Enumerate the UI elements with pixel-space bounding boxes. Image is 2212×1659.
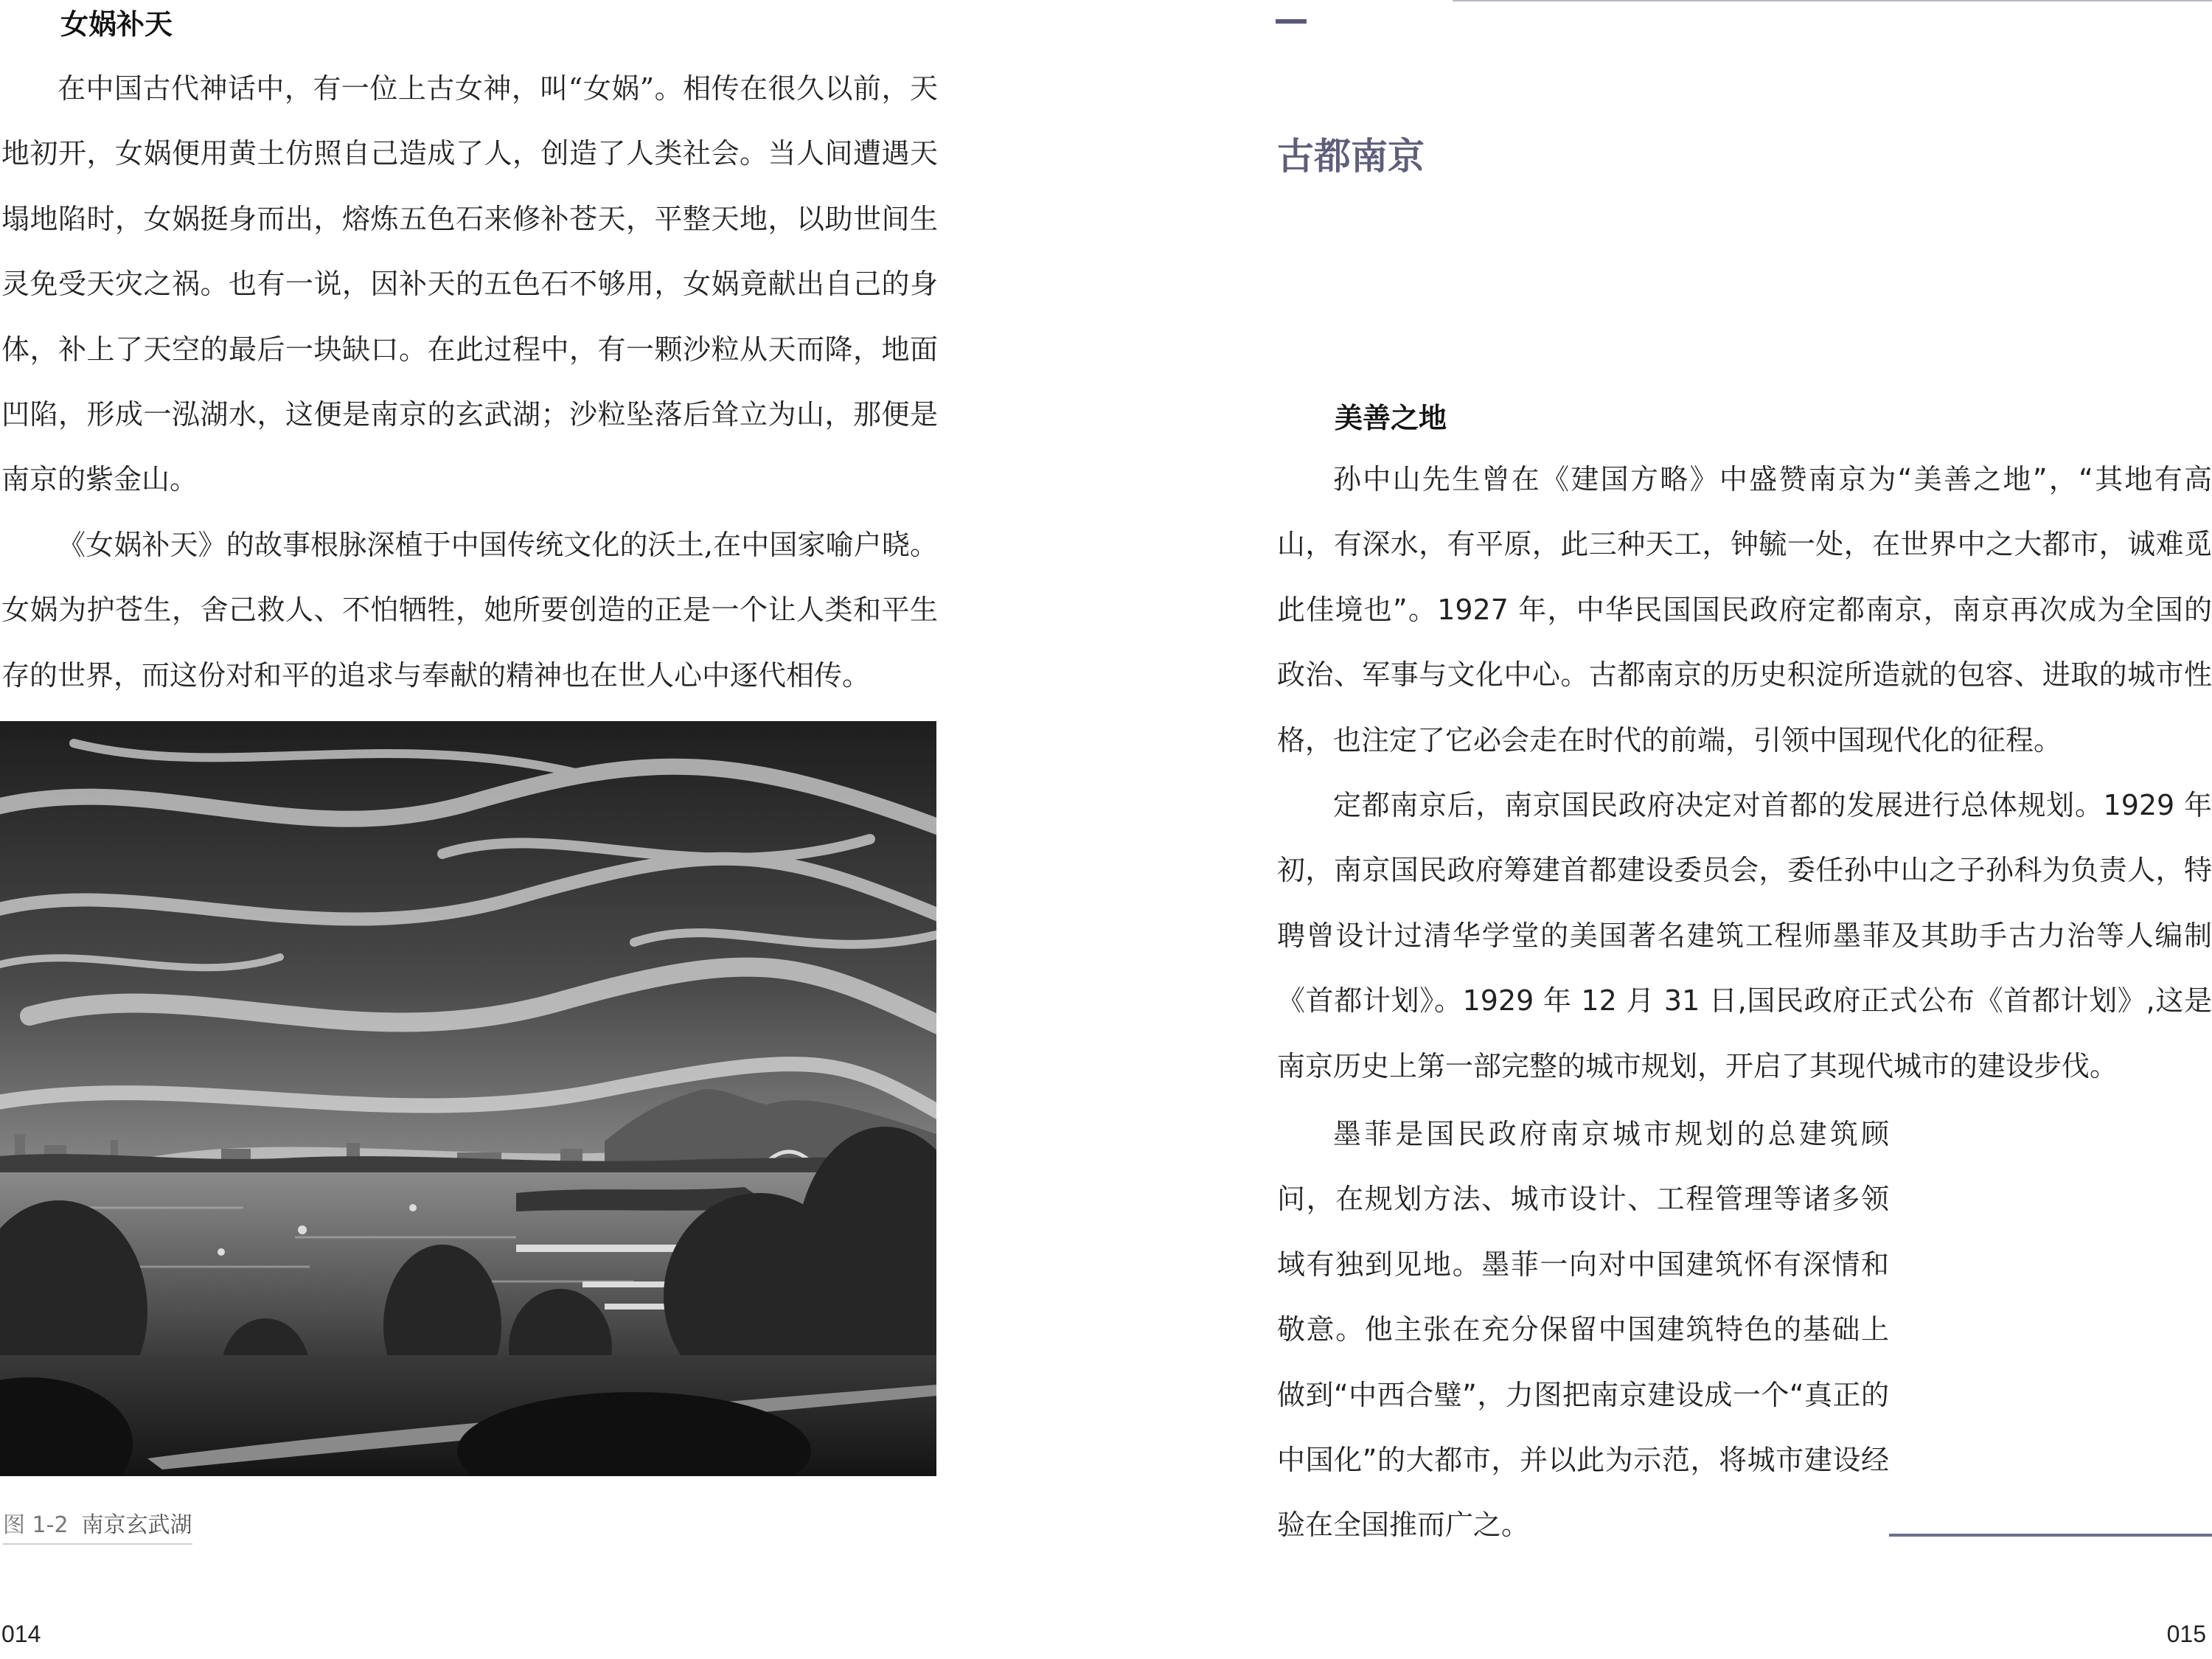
page-number: 015 [2166,1621,2206,1647]
figure-label: 图 1-2 [3,1512,69,1538]
section-heading: 女娲补天 [60,8,173,41]
paragraph: 定都南京后，南京国民政府决定对首都的发展进行总体规划。1929 年初，南京国民政府筹建首都建设委员会，委任孙中山之子孙科为负责人，特聘曾设计过清华学堂的美国著名建筑工程师墨菲及其助手古力治等人编制《首都计划》。1929 年 12 月 31 日,国民政府正式公布《首都计划》,这是南京历史上第一部完整的城市规划，开启了其现代城市的建设步伐。 [1277,789,2212,1082]
top-rule [1453,0,2212,1]
paragraph: 《女娲补天》的故事根脉深植于中国传统文化的沃土,在中国家喻户晓。女娲为护苍生，舍己救人、不怕牺牲，她所要创造的正是一个让人类和平生存的世界，而这份对和平的追求与奉献的精神也在世人心中逐代相传。 [1,528,938,692]
figure-caption-text: 南京玄武湖 [81,1512,192,1538]
right-page [1106,0,2212,1659]
page-number: 014 [1,1621,41,1647]
right-body-text-narrow [1277,1102,1889,1558]
figure-caption [3,1506,192,1545]
xuanwu-lake-photo [0,721,936,1476]
paragraph: 在中国古代神话中，有一位上古女神，叫“女娲”。相传在很久以前，天地初开，女娲便用黄土仿照自己造成了人，创造了人类社会。当人间遭遇天塌地陷时，女娲挺身而出，熔炼五色石来修补苍天，平整天地，以助世间生灵免受天灾之祸。也有一说，因补天的五色石不够用，女娲竟献出自己的身体，补上了天空的最后一块缺口。在此过程中，有一颗沙粒从天而降，地面凹陷，形成一泓湖水，这便是南京的玄武湖；沙粒坠落后耸立为山，那便是南京的紫金山。 [1,72,938,496]
chapter-title: 古都南京 [1277,135,1425,178]
section-heading: 美善之地 [1335,402,1447,434]
paragraph: 墨菲是国民政府南京城市规划的总建筑顾问，在规划方法、城市设计、工程管理等诸多领域有独到见地。墨菲一向对中国建筑怀有深情和敬意。他主张在充分保留中国建筑特色的基础上做到“中西合璧”，力图把南京建设成一个“真正的中国化”的大都市，并以此为示范，将城市建设经验在全国推而广之。 [1277,1118,1889,1542]
paragraph: 孙中山先生曾在《建国方略》中盛赞南京为“美善之地”，“其地有高山，有深水，有平原，此三种天工，钟毓一处，在世界中之大都市，诚难觅此佳境也”。1927 年，中华民国国民政府定都南京，南京再次成为全国的政治、军事与文化中心。古都南京的历史积淀所造就的包容、进取的城市性格，也注定了它必会走在时代的前端，引领中国现代化的征程。 [1277,463,2212,757]
left-body-text [1,56,938,708]
bottom-rule [1889,1534,2212,1537]
chapter-marker [1276,19,1307,24]
right-body-text [1277,447,2212,1099]
